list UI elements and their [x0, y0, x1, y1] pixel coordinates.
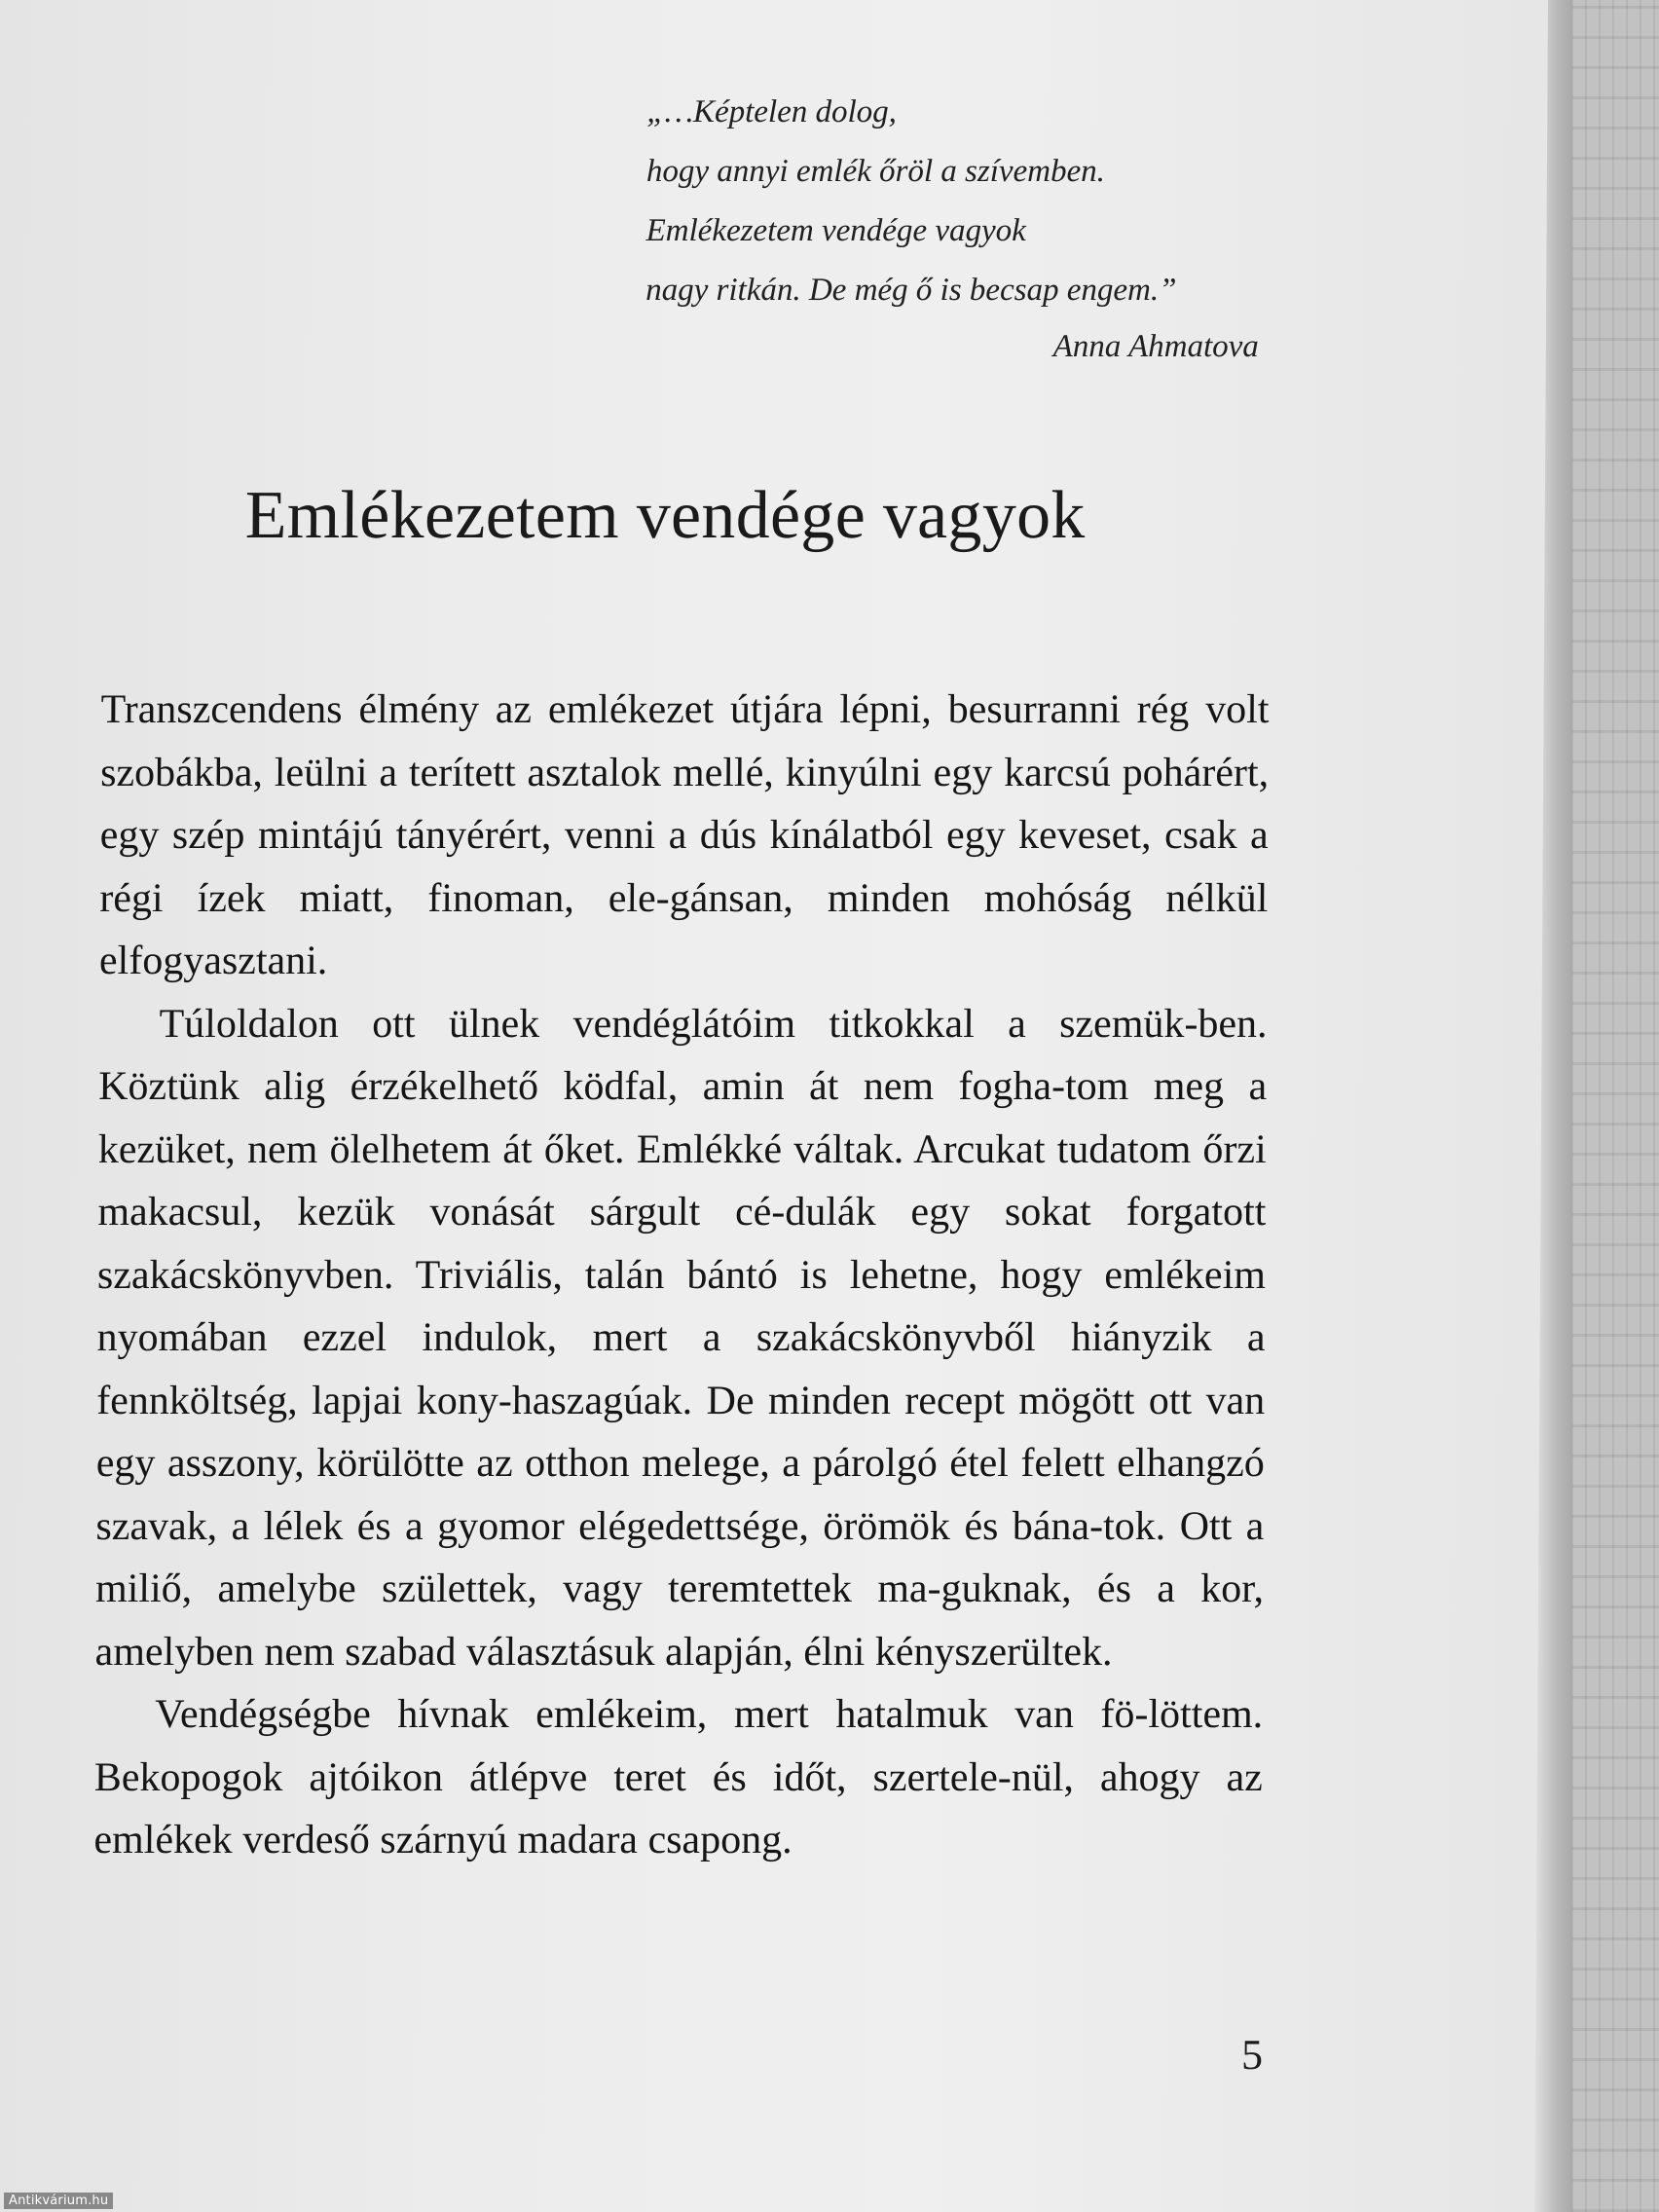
epigraph-line: Emlékezetem vendége vagyok — [645, 213, 1026, 248]
source-watermark: Antikvárium.hu — [4, 2193, 113, 2209]
epigraph-line: hogy annyi emlék őröl a szívemben. — [645, 154, 1106, 189]
epigraph-line: nagy ritkán. De még ő is becsap engem.” — [645, 273, 1177, 308]
background-surface — [1558, 0, 1659, 2212]
page-number: 5 — [1240, 2031, 1264, 2079]
paragraph-2: Túloldalon ott ülnek vendéglátóim titkokkal a szemük-ben. Köztünk alig érzékelhető ködfal, amin át nem fogha-tom meg a kezüket, nem ölelhetem át őket. Emlékké váltak. Arcukat tudatom őrzi makacsul, kezük vonását sárgult cé-dulák egy sokat forgatott szakácskönyvben. Triviális, talán bántó is lehetne, hogy emlékeim nyomában ezzel indulok, mert a szakácskönyvből hiányzik a fennköltség, lapjai kony-haszagúak. De minden recept mögött ott van egy asszony, körülötte az otthon melege, a párolgó étel felett elhangzó szavak, a lélek és a gyomor elégedettsége, örömök és bána-tok. Ott a miliő, amelybe születtek, vagy teremtettek ma-guknak, és a kor, amelyben nem szabad választásuk alapján, élni kényszerültek. — [94, 1001, 1268, 1675]
body-text — [93, 679, 1269, 1872]
epigraph — [645, 83, 1280, 377]
paragraph-3: Vendégségbe hívnak emlékeim, mert hatalmuk van fö-löttem. Bekopogok ajtóikon átlépve teret és időt, szertele-nül, ahogy az emlékek verdeső szárnyú madara csapong. — [93, 1692, 1264, 1862]
chapter-title: Emlékezetem vendége vagyok — [244, 478, 1086, 553]
epigraph-line: „…Képtelen dolog, — [646, 94, 898, 129]
epigraph-author: Anna Ahmatova — [1052, 329, 1259, 364]
paragraph-1: Transzcendens élmény az emlékezet útjára lépni, besurranni rég volt szobákba, leülni a terített asztalok mellé, kinyúlni egy karcsú pohárért, egy szép mintájú tányérért, venni a dús kínálatból egy keveset, csak a régi ízek miatt, finoman, ele-gánsan, minden mohóság nélkül elfogyasztani. — [98, 687, 1270, 983]
